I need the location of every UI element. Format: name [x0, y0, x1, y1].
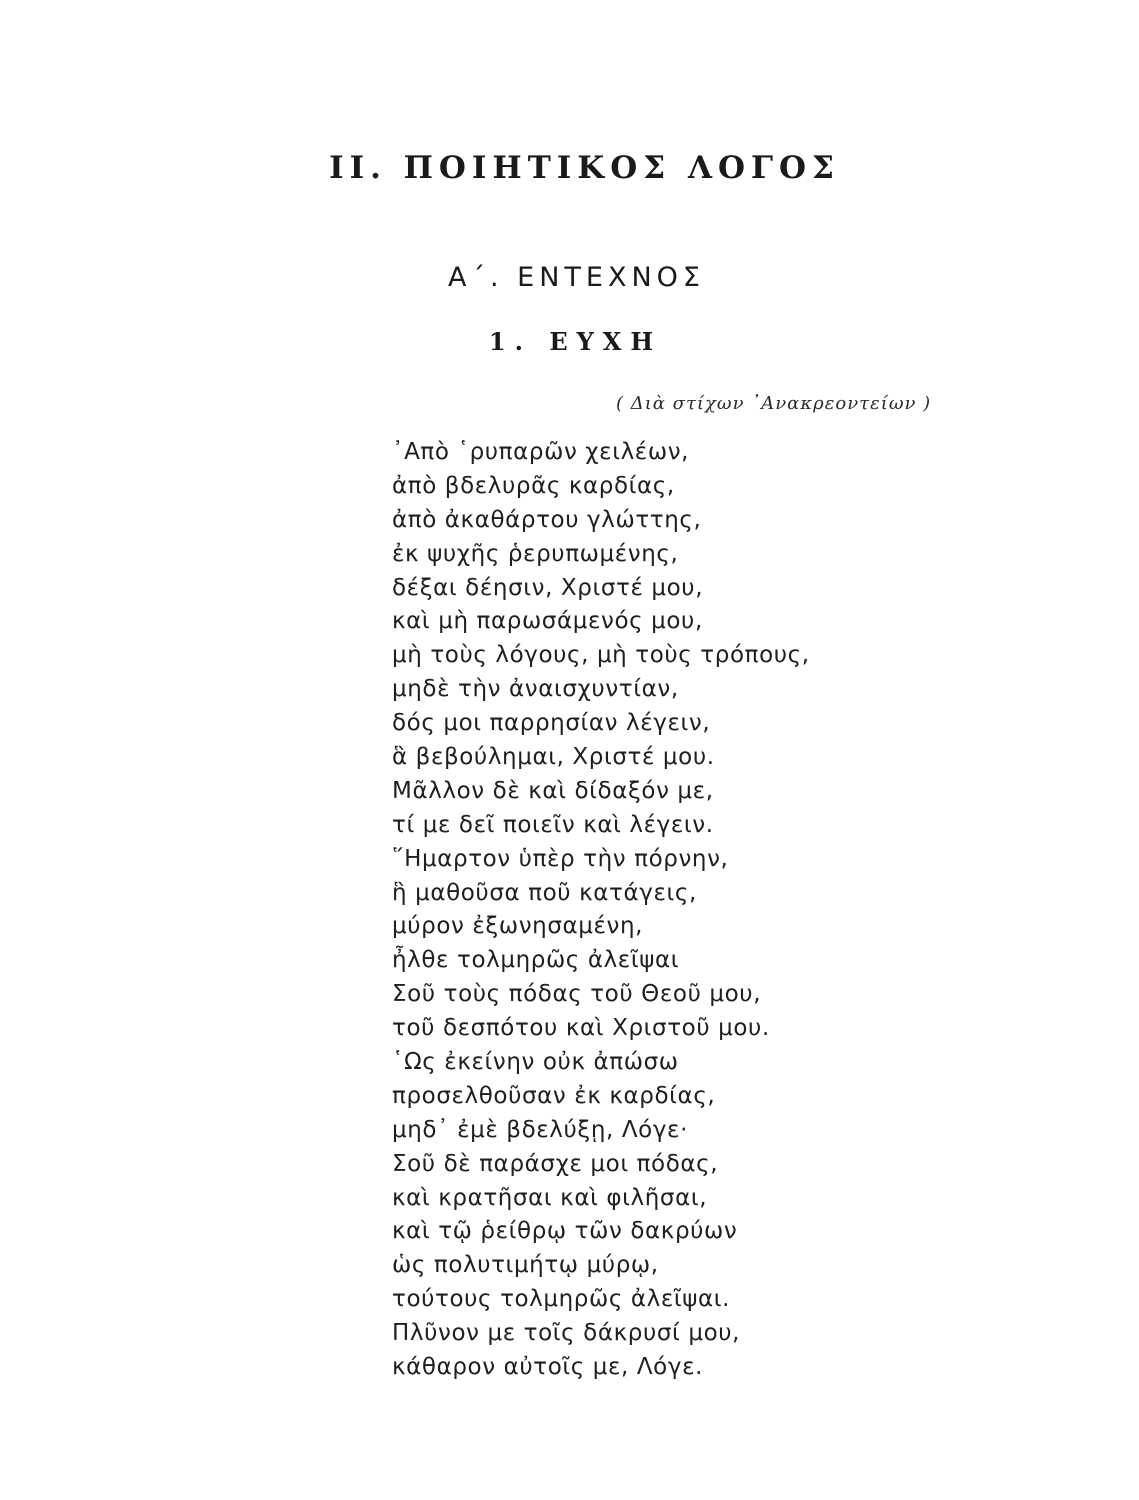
- poem-line: τί με δεῖ ποιεῖν καὶ λέγειν.: [392, 811, 714, 838]
- poem-line: ἣ μαθοῦσα ποῦ κατάγεις,: [392, 879, 697, 906]
- section-title: Α΄. ΕΝΤΕΧΝΟΣ: [448, 262, 705, 293]
- poem-subtitle: ( Διὰ στίχων ᾿Ανακρεοντείων ): [616, 393, 932, 414]
- poem-line: μηδ᾿ ἐμὲ βδελύξῃ, Λόγε·: [392, 1116, 688, 1143]
- poem-line: Μᾶλλον δὲ καὶ δίδαξόν με,: [392, 777, 714, 804]
- poem-line: ὡς πολυτιμήτῳ μύρῳ,: [392, 1252, 659, 1279]
- poem-line: προσελθοῦσαν ἐκ καρδίας,: [392, 1082, 716, 1109]
- poem-line: ἐκ ψυχῆς ῥερυπωμένης,: [392, 540, 679, 567]
- poem-line: καὶ κρατῆσαι καὶ φιλῆσαι,: [392, 1184, 708, 1211]
- poem-line: δέξαι δέησιν, Χριστέ μου,: [392, 574, 704, 601]
- poem-line: καὶ μὴ παρωσάμενός μου,: [392, 608, 703, 635]
- chapter-title: II. ΠΟΙΗΤΙΚΟΣ ΛΟΓΟΣ: [329, 150, 840, 186]
- poem-line: μηδὲ τὴν ἀναισχυντίαν,: [392, 676, 679, 703]
- poem-title: 1. ΕΥΧΗ: [488, 327, 663, 356]
- poem-line: ᾿Απὸ ῾ρυπαρῶν χειλέων,: [392, 439, 690, 465]
- poem-line: ἃ βεβούλημαι, Χριστέ μου.: [392, 744, 715, 771]
- poem-line: ἀπὸ ἀκαθάρτου γλώττης,: [392, 506, 702, 533]
- poem-body: [392, 436, 1112, 1385]
- poem-line: Σοῦ τοὺς πόδας τοῦ Θεοῦ μου,: [392, 981, 762, 1008]
- poem-line: ῾Ως ἐκείνην οὐκ ἀπώσω: [392, 1049, 679, 1076]
- poem-line: καὶ τῷ ῥείθρῳ τῶν δακρύων: [392, 1218, 738, 1245]
- poem-line: δός μοι παρρησίαν λέγειν,: [392, 710, 711, 737]
- poem-line: κάθαρον αὐτοῖς με, Λόγε.: [392, 1354, 704, 1381]
- poem-line: μύρον ἐξωνησαμένη,: [392, 913, 644, 940]
- poem-line: τούτους τολμηρῶς ἀλεῖψαι.: [392, 1286, 731, 1313]
- poem-line: τοῦ δεσπότου καὶ Χριστοῦ μου.: [392, 1015, 770, 1042]
- poem-line: μὴ τοὺς λόγους, μὴ τοὺς τρόπους,: [392, 642, 810, 669]
- poem-line: Πλῦνον με τοῖς δάκρυσί μου,: [392, 1320, 741, 1347]
- poem-line: Σοῦ δὲ παράσχε μοι πόδας,: [392, 1150, 719, 1177]
- poem-line: ῞Ημαρτον ὑπὲρ τὴν πόρνην,: [392, 845, 729, 872]
- poem-line: ἀπὸ βδελυρᾶς καρδίας,: [392, 472, 675, 499]
- poem-line: ἦλθε τολμηρῶς ἀλεῖψαι: [392, 947, 680, 974]
